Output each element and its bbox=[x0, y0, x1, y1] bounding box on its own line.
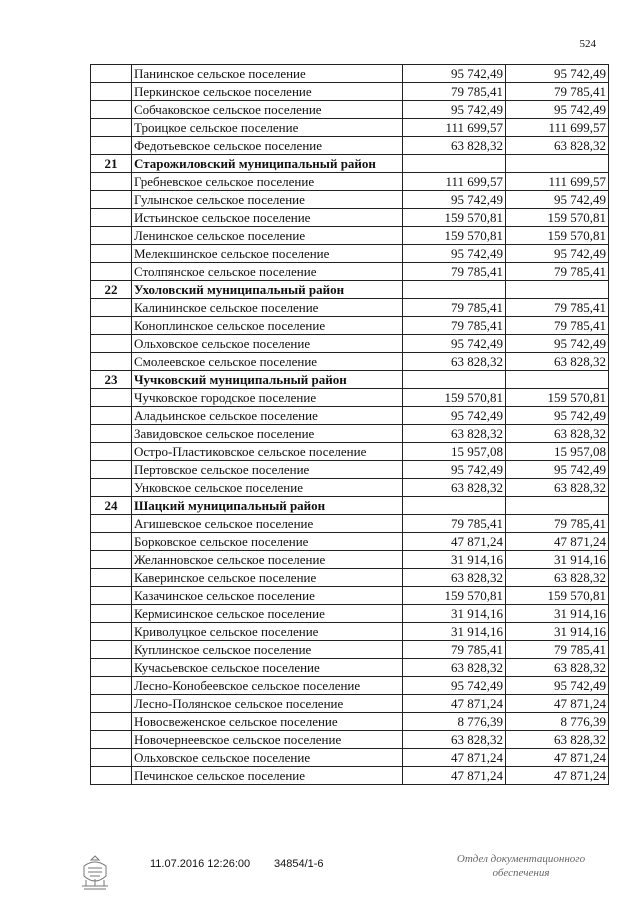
table-row bbox=[91, 695, 609, 713]
table-row bbox=[91, 263, 609, 281]
table-row bbox=[91, 479, 609, 497]
table-row bbox=[91, 623, 609, 641]
settlement-name: Коноплинское сельское поселение bbox=[132, 317, 403, 335]
table-row bbox=[91, 227, 609, 245]
amount-col1: 159 570,81 bbox=[403, 227, 506, 245]
amount-col1: 95 742,49 bbox=[403, 677, 506, 695]
amount-col1: 79 785,41 bbox=[403, 83, 506, 101]
row-number bbox=[91, 695, 132, 713]
amount-col1: 31 914,16 bbox=[403, 551, 506, 569]
row-number bbox=[91, 605, 132, 623]
settlement-name: Мелекшинское сельское поселение bbox=[132, 245, 403, 263]
table-row bbox=[91, 191, 609, 209]
amount-col2: 95 742,49 bbox=[506, 245, 609, 263]
settlement-name: Собчаковское сельское поселение bbox=[132, 101, 403, 119]
amount-col2: 63 828,32 bbox=[506, 137, 609, 155]
row-number bbox=[91, 425, 132, 443]
row-number bbox=[91, 299, 132, 317]
table-row bbox=[91, 209, 609, 227]
row-number bbox=[91, 731, 132, 749]
table-row bbox=[91, 65, 609, 83]
table-row bbox=[91, 119, 609, 137]
amount-col1: 63 828,32 bbox=[403, 479, 506, 497]
table-row bbox=[91, 569, 609, 587]
settlement-name: Ольховское сельское поселение bbox=[132, 749, 403, 767]
settlement-name: Шацкий муниципальный район bbox=[132, 497, 403, 515]
table-row bbox=[91, 749, 609, 767]
amount-col1: 95 742,49 bbox=[403, 191, 506, 209]
row-number bbox=[91, 353, 132, 371]
table-row bbox=[91, 335, 609, 353]
table-row bbox=[91, 245, 609, 263]
district-row bbox=[91, 497, 609, 515]
settlement-name: Куплинское сельское поселение bbox=[132, 641, 403, 659]
settlement-name: Федотьевское сельское поселение bbox=[132, 137, 403, 155]
settlement-name: Гребневское сельское поселение bbox=[132, 173, 403, 191]
settlement-name: Лесно-Конобеевское сельское поселение bbox=[132, 677, 403, 695]
amount-col2: 95 742,49 bbox=[506, 677, 609, 695]
amount-col1: 47 871,24 bbox=[403, 749, 506, 767]
row-number bbox=[91, 191, 132, 209]
amount-col2: 79 785,41 bbox=[506, 83, 609, 101]
amount-col2: 15 957,08 bbox=[506, 443, 609, 461]
amount-col1: 47 871,24 bbox=[403, 533, 506, 551]
settlement-name: Кермисинское сельское поселение bbox=[132, 605, 403, 623]
settlement-name: Чучковское городское поселение bbox=[132, 389, 403, 407]
settlement-name: Унковское сельское поселение bbox=[132, 479, 403, 497]
settlement-name: Ольховское сельское поселение bbox=[132, 335, 403, 353]
amount-col1: 95 742,49 bbox=[403, 335, 506, 353]
row-number bbox=[91, 263, 132, 281]
settlement-name: Борковское сельское поселение bbox=[132, 533, 403, 551]
amount-col2: 63 828,32 bbox=[506, 479, 609, 497]
amount-col1 bbox=[403, 371, 506, 389]
table-row bbox=[91, 659, 609, 677]
table-row bbox=[91, 731, 609, 749]
row-number bbox=[91, 767, 132, 785]
table-row bbox=[91, 641, 609, 659]
amount-col1: 95 742,49 bbox=[403, 461, 506, 479]
table-row bbox=[91, 605, 609, 623]
amount-col2: 63 828,32 bbox=[506, 425, 609, 443]
amount-col2: 95 742,49 bbox=[506, 65, 609, 83]
settlement-name: Пертовское сельское поселение bbox=[132, 461, 403, 479]
row-number: 24 bbox=[91, 497, 132, 515]
settlement-name: Криволуцкое сельское поселение bbox=[132, 623, 403, 641]
amount-col2: 63 828,32 bbox=[506, 659, 609, 677]
footer-date: 11.07.2016 12:26:00 bbox=[150, 858, 251, 870]
amount-col2: 79 785,41 bbox=[506, 317, 609, 335]
amount-col1: 159 570,81 bbox=[403, 389, 506, 407]
amount-col2 bbox=[506, 497, 609, 515]
amount-col1: 95 742,49 bbox=[403, 407, 506, 425]
amount-col1: 63 828,32 bbox=[403, 425, 506, 443]
settlement-name: Ленинское сельское поселение bbox=[132, 227, 403, 245]
amount-col1 bbox=[403, 155, 506, 173]
table-row bbox=[91, 425, 609, 443]
settlement-name: Каверинское сельское поселение bbox=[132, 569, 403, 587]
row-number bbox=[91, 641, 132, 659]
table-row bbox=[91, 83, 609, 101]
amount-col2: 31 914,16 bbox=[506, 623, 609, 641]
amount-col2: 159 570,81 bbox=[506, 587, 609, 605]
amount-col2: 31 914,16 bbox=[506, 605, 609, 623]
amount-col1: 15 957,08 bbox=[403, 443, 506, 461]
amount-col1: 95 742,49 bbox=[403, 101, 506, 119]
row-number bbox=[91, 173, 132, 191]
table-row bbox=[91, 461, 609, 479]
table-row bbox=[91, 515, 609, 533]
row-number bbox=[91, 533, 132, 551]
amount-col2: 159 570,81 bbox=[506, 227, 609, 245]
table-row bbox=[91, 101, 609, 119]
district-row bbox=[91, 155, 609, 173]
settlement-name: Смолеевское сельское поселение bbox=[132, 353, 403, 371]
page-number: 524 bbox=[579, 38, 596, 50]
amount-col1: 79 785,41 bbox=[403, 317, 506, 335]
amount-col2: 47 871,24 bbox=[506, 695, 609, 713]
amount-col1: 31 914,16 bbox=[403, 605, 506, 623]
settlement-name: Кучасьевское сельское поселение bbox=[132, 659, 403, 677]
amount-col2: 95 742,49 bbox=[506, 101, 609, 119]
table-row bbox=[91, 317, 609, 335]
footer-stamp-line2: обеспечения bbox=[492, 867, 550, 879]
footer-stamp bbox=[446, 852, 596, 880]
amount-col2: 63 828,32 bbox=[506, 353, 609, 371]
amount-col1 bbox=[403, 281, 506, 299]
amount-col1: 111 699,57 bbox=[403, 173, 506, 191]
settlement-name: Агишевское сельское поселение bbox=[132, 515, 403, 533]
table-row bbox=[91, 587, 609, 605]
row-number bbox=[91, 389, 132, 407]
amount-col1: 95 742,49 bbox=[403, 245, 506, 263]
amount-col2: 95 742,49 bbox=[506, 191, 609, 209]
table-row bbox=[91, 389, 609, 407]
table-row bbox=[91, 443, 609, 461]
row-number bbox=[91, 479, 132, 497]
row-number bbox=[91, 623, 132, 641]
amount-col2: 79 785,41 bbox=[506, 641, 609, 659]
footer-stamp-line1: Отдел документационного bbox=[456, 853, 586, 865]
amount-col1: 159 570,81 bbox=[403, 209, 506, 227]
settlement-name: Гулынское сельское поселение bbox=[132, 191, 403, 209]
amount-col2 bbox=[506, 155, 609, 173]
amount-col2: 79 785,41 bbox=[506, 263, 609, 281]
amount-col1: 47 871,24 bbox=[403, 767, 506, 785]
table-row bbox=[91, 713, 609, 731]
amount-col2: 31 914,16 bbox=[506, 551, 609, 569]
row-number bbox=[91, 461, 132, 479]
row-number bbox=[91, 65, 132, 83]
settlement-name: Калининское сельское поселение bbox=[132, 299, 403, 317]
settlement-name: Чучковский муниципальный район bbox=[132, 371, 403, 389]
row-number bbox=[91, 713, 132, 731]
row-number: 21 bbox=[91, 155, 132, 173]
settlement-name: Ухоловский муниципальный район bbox=[132, 281, 403, 299]
row-number bbox=[91, 443, 132, 461]
coat-of-arms-icon bbox=[78, 852, 112, 892]
settlement-name: Завидовское сельское поселение bbox=[132, 425, 403, 443]
row-number bbox=[91, 119, 132, 137]
amount-col1: 111 699,57 bbox=[403, 119, 506, 137]
table-row bbox=[91, 533, 609, 551]
settlement-name: Истьинское сельское поселение bbox=[132, 209, 403, 227]
amount-col2: 63 828,32 bbox=[506, 731, 609, 749]
amount-col1: 63 828,32 bbox=[403, 137, 506, 155]
amount-col1: 79 785,41 bbox=[403, 263, 506, 281]
amount-col1: 47 871,24 bbox=[403, 695, 506, 713]
row-number bbox=[91, 551, 132, 569]
amount-col2: 95 742,49 bbox=[506, 335, 609, 353]
amount-col1: 95 742,49 bbox=[403, 65, 506, 83]
row-number bbox=[91, 317, 132, 335]
amount-col1: 63 828,32 bbox=[403, 731, 506, 749]
amount-col2 bbox=[506, 281, 609, 299]
row-number bbox=[91, 245, 132, 263]
amount-col1: 8 776,39 bbox=[403, 713, 506, 731]
settlement-name: Аладьинское сельское поселение bbox=[132, 407, 403, 425]
settlement-name: Новочернеевское сельское поселение bbox=[132, 731, 403, 749]
settlement-name: Желанновское сельское поселение bbox=[132, 551, 403, 569]
amount-col2: 159 570,81 bbox=[506, 209, 609, 227]
row-number bbox=[91, 83, 132, 101]
district-row bbox=[91, 281, 609, 299]
table-row bbox=[91, 407, 609, 425]
settlement-name: Печинское сельское поселение bbox=[132, 767, 403, 785]
row-number bbox=[91, 569, 132, 587]
row-number bbox=[91, 137, 132, 155]
table-row bbox=[91, 173, 609, 191]
amount-col1: 63 828,32 bbox=[403, 353, 506, 371]
amount-col1: 79 785,41 bbox=[403, 641, 506, 659]
row-number bbox=[91, 209, 132, 227]
settlement-name: Перкинское сельское поселение bbox=[132, 83, 403, 101]
amount-col1: 31 914,16 bbox=[403, 623, 506, 641]
settlement-name: Столпянское сельское поселение bbox=[132, 263, 403, 281]
row-number bbox=[91, 659, 132, 677]
settlement-name: Старожиловский муниципальный район bbox=[132, 155, 403, 173]
amount-col2: 79 785,41 bbox=[506, 515, 609, 533]
row-number bbox=[91, 677, 132, 695]
table-body bbox=[91, 65, 609, 785]
table-row bbox=[91, 353, 609, 371]
amount-col2: 79 785,41 bbox=[506, 299, 609, 317]
settlement-name: Остро-Пластиковское сельское поселение bbox=[132, 443, 403, 461]
amount-col1: 79 785,41 bbox=[403, 515, 506, 533]
amount-col2: 95 742,49 bbox=[506, 407, 609, 425]
amount-col2: 47 871,24 bbox=[506, 533, 609, 551]
settlement-name: Лесно-Полянское сельское поселение bbox=[132, 695, 403, 713]
row-number bbox=[91, 515, 132, 533]
settlement-name: Новосвеженское сельское поселение bbox=[132, 713, 403, 731]
settlements-table bbox=[90, 64, 609, 785]
amount-col1: 159 570,81 bbox=[403, 587, 506, 605]
footer-doc-number: 34854/1-6 bbox=[274, 858, 324, 870]
amount-col2: 8 776,39 bbox=[506, 713, 609, 731]
amount-col1: 79 785,41 bbox=[403, 299, 506, 317]
row-number bbox=[91, 407, 132, 425]
amount-col2: 95 742,49 bbox=[506, 461, 609, 479]
table-row bbox=[91, 299, 609, 317]
row-number bbox=[91, 587, 132, 605]
amount-col2: 47 871,24 bbox=[506, 767, 609, 785]
amount-col1 bbox=[403, 497, 506, 515]
row-number: 23 bbox=[91, 371, 132, 389]
amount-col1: 63 828,32 bbox=[403, 569, 506, 587]
settlement-name: Троицкое сельское поселение bbox=[132, 119, 403, 137]
amount-col2: 159 570,81 bbox=[506, 389, 609, 407]
amount-col2: 111 699,57 bbox=[506, 173, 609, 191]
table-row bbox=[91, 677, 609, 695]
table-row bbox=[91, 137, 609, 155]
row-number bbox=[91, 335, 132, 353]
row-number bbox=[91, 227, 132, 245]
amount-col1: 63 828,32 bbox=[403, 659, 506, 677]
amount-col2 bbox=[506, 371, 609, 389]
row-number bbox=[91, 101, 132, 119]
row-number: 22 bbox=[91, 281, 132, 299]
table-row bbox=[91, 767, 609, 785]
settlement-name: Казачинское сельское поселение bbox=[132, 587, 403, 605]
district-row bbox=[91, 371, 609, 389]
table-row bbox=[91, 551, 609, 569]
amount-col2: 111 699,57 bbox=[506, 119, 609, 137]
amount-col2: 47 871,24 bbox=[506, 749, 609, 767]
amount-col2: 63 828,32 bbox=[506, 569, 609, 587]
row-number bbox=[91, 749, 132, 767]
settlement-name: Панинское сельское поселение bbox=[132, 65, 403, 83]
